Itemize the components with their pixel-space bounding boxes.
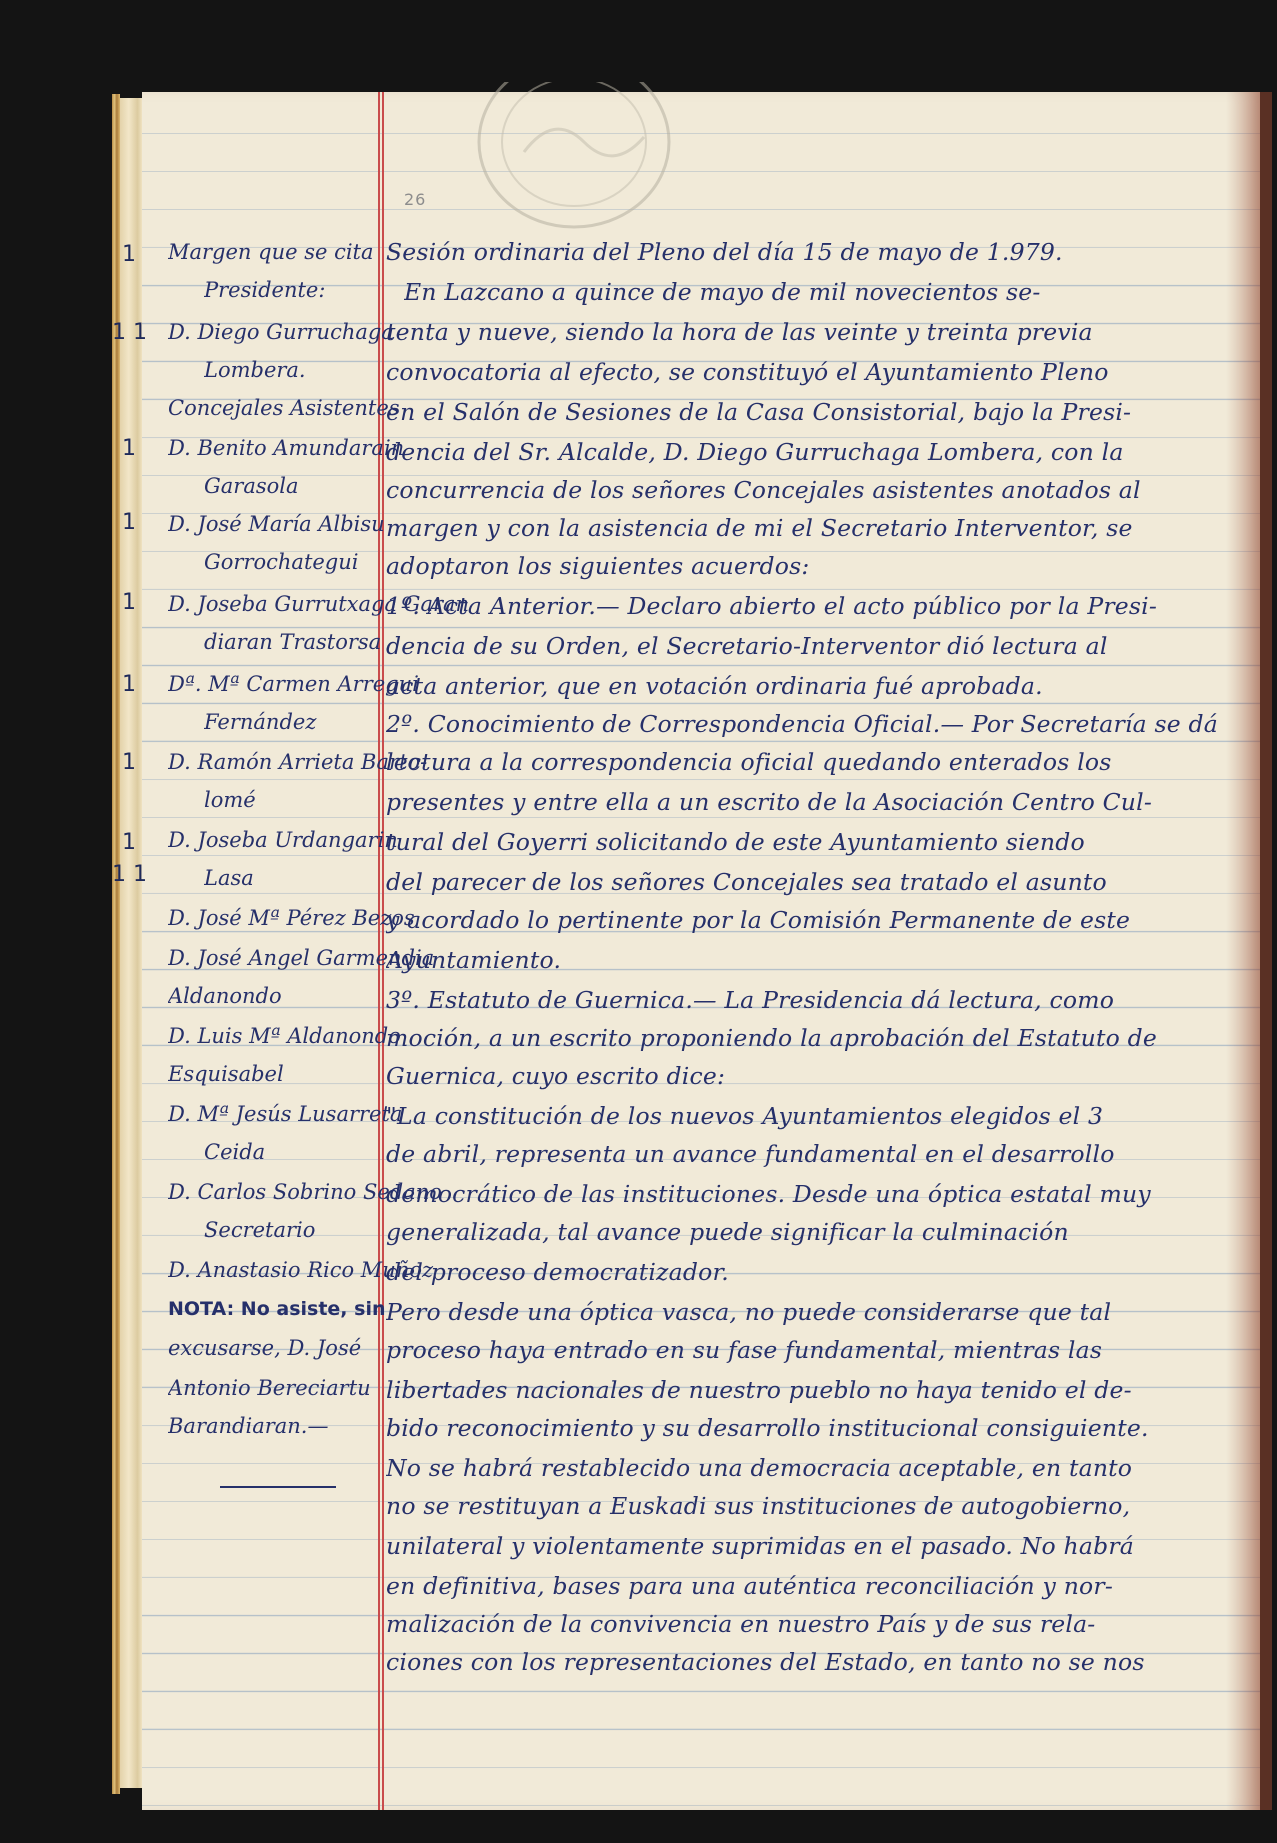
attendee-name-cont: Aldanondo <box>168 984 282 1008</box>
attendee-name-cont: Esquisabel <box>168 1062 284 1086</box>
minutes-line: presentes y entre ella a un escrito de la Asociación Centro Cul- <box>386 788 1152 816</box>
margin-tick: 1 <box>122 436 136 461</box>
attendee-name: D. Ramón Arrieta Barto- <box>168 750 428 774</box>
minutes-line: Guernica, cuyo escrito dice: <box>386 1062 726 1090</box>
attendee-name-cont: Ceida <box>204 1140 266 1164</box>
session-heading: Sesión ordinaria del Pleno del día 15 de mayo de 1.979. <box>386 238 1063 266</box>
minutes-line: margen y con la asistencia de mi el Secretario Interventor, se <box>386 514 1133 542</box>
attendee-name: D. Mª Jesús Lusarreta <box>168 1102 403 1126</box>
quoted-line: bido reconocimiento y su desarrollo institucional consiguiente. <box>386 1414 1149 1442</box>
minutes-line: lectura a la correspondencia oficial quedando enterados los <box>386 748 1112 776</box>
minutes-line: moción, a un escrito proponiendo la aprobación del Estatuto de <box>386 1024 1157 1052</box>
quoted-line: libertades nacionales de nuestro pueblo no haya tenido el de- <box>386 1376 1132 1404</box>
margin-tick: 1 <box>122 750 136 775</box>
margin-tick: 1 <box>122 590 136 615</box>
attendee-name: D. José Angel Garmendia <box>168 946 435 970</box>
attendee-name: D. Benito Amundarain <box>168 436 405 460</box>
agenda-item-heading: 2º. Conocimiento de Correspondencia Oficial.— Por Secretaría se dá <box>386 710 1219 738</box>
quoted-line: proceso haya entrado en su fase fundamental, mientras las <box>386 1336 1103 1364</box>
ledger-page <box>112 92 1262 1810</box>
book-spine-edge <box>1260 92 1272 1810</box>
attendee-name: D. José Mª Pérez Bezos <box>168 906 415 930</box>
margin-tick: 1 <box>122 242 136 267</box>
margin-closing-rule <box>220 1486 336 1488</box>
quoted-line: no se restituyan a Euskadi sus instituciones de autogobierno, <box>386 1492 1131 1520</box>
margin-tick: 1 <box>122 672 136 697</box>
margin-tick: 1 <box>122 510 136 535</box>
attendee-name-cont: diaran Trastorsa <box>204 630 382 654</box>
minutes-line: tenta y nueve, siendo la hora de las veinte y treinta previa <box>386 318 1093 346</box>
margin-tick: 1 1 <box>112 862 147 887</box>
margin-tick: 1 1 <box>112 320 147 345</box>
absence-note-line: Antonio Bereciartu <box>168 1376 371 1400</box>
attendee-name: D. Anastasio Rico Muñoz <box>168 1258 434 1282</box>
absence-note: NOTA: No asiste, sin <box>168 1298 386 1320</box>
minutes-line: tural del Goyerri solicitando de este Ayuntamiento siendo <box>386 828 1085 856</box>
quoted-line: democrático de las instituciones. Desde una óptica estatal muy <box>386 1180 1151 1208</box>
attendee-name: D. Diego Gurruchaga <box>168 320 394 344</box>
minutes-line: acta anterior, que en votación ordinaria fué aprobada. <box>386 672 1043 700</box>
quoted-line: malización de la convivencia en nuestro País y de sus rela- <box>386 1610 1096 1638</box>
quoted-line: unilateral y violentamente suprimidas en el pasado. No habrá <box>386 1532 1134 1560</box>
minutes-line: del parecer de los señores Concejales sea tratado el asunto <box>386 868 1107 896</box>
attendee-name: Dª. Mª Carmen Arregui <box>168 672 419 696</box>
quoted-line: del proceso democratizador. <box>386 1258 729 1286</box>
attendee-name-cont: Gorrochategui <box>204 550 359 574</box>
minutes-line: adoptaron los siguientes acuerdos: <box>386 552 810 580</box>
attendee-name: D. Luis Mª Aldanondo <box>168 1024 401 1048</box>
attendee-name: D. Joseba Urdangarin <box>168 828 398 852</box>
quoted-line: No se habrá restablecido una democracia aceptable, en tanto <box>386 1454 1133 1482</box>
agenda-item-heading: 1º. Acta Anterior.— Declaro abierto el acto público por la Presi- <box>386 592 1158 620</box>
page-number: 26 <box>404 190 427 209</box>
minutes-line: concurrencia de los señores Concejales asistentes anotados al <box>386 476 1141 504</box>
absence-note-line: excusarse, D. José <box>168 1336 362 1360</box>
page-edge-stack <box>112 94 120 1794</box>
attendee-name-cont: Lombera. <box>204 358 306 382</box>
margin-heading: Margen que se cita <box>168 240 374 264</box>
quoted-line: generalizada, tal avance puede significar la culminación <box>386 1218 1069 1246</box>
attendee-name: D. Carlos Sobrino Sedano <box>168 1180 442 1204</box>
margin-tick: 1 <box>122 830 136 855</box>
attendee-name: D. José María Albisu <box>168 512 385 536</box>
page-edge-stack-inner <box>120 98 142 1788</box>
attendee-name: D. Joseba Gurrutxaga Garan <box>168 592 470 616</box>
minutes-line: convocatoria al efecto, se constituyó el Ayuntamiento Pleno <box>386 358 1109 386</box>
attendee-name-cont: lomé <box>204 788 256 812</box>
margin-role-label: Secretario <box>204 1218 316 1242</box>
agenda-item-heading: 3º. Estatuto de Guernica.— La Presidencia dá lectura, como <box>386 986 1115 1014</box>
minutes-line: dencia de su Orden, el Secretario-Interventor dió lectura al <box>386 632 1108 660</box>
minutes-line: en el Salón de Sesiones de la Casa Consistorial, bajo la Presi- <box>386 398 1132 426</box>
quoted-line: de abril, representa un avance fundamental en el desarrollo <box>386 1140 1115 1168</box>
minutes-line: Ayuntamiento. <box>386 946 562 974</box>
attendee-name-cont: Lasa <box>204 866 254 890</box>
margin-role-label: Presidente: <box>204 278 326 302</box>
quoted-line: "La constitución de los nuevos Ayuntamientos elegidos el 3 <box>386 1102 1104 1130</box>
attendee-name-cont: Fernández <box>204 710 317 734</box>
quoted-line: Pero desde una óptica vasca, no puede considerarse que tal <box>386 1298 1112 1326</box>
quoted-line: en definitiva, bases para una auténtica reconciliación y nor- <box>386 1572 1113 1600</box>
quoted-line: ciones con los representaciones del Estado, en tanto no se nos <box>386 1648 1145 1676</box>
margin-role-label: Concejales Asistentes <box>168 396 400 420</box>
absence-note-line: Barandiaran.— <box>168 1414 329 1438</box>
minutes-line: y acordado lo pertinente por la Comisión Permanente de este <box>386 906 1131 934</box>
minutes-line: En Lazcano a quince de mayo de mil novecientos se- <box>404 278 1041 306</box>
minutes-line: dencia del Sr. Alcalde, D. Diego Gurruchaga Lombera, con la <box>386 438 1124 466</box>
attendee-name-cont: Garasola <box>204 474 299 498</box>
